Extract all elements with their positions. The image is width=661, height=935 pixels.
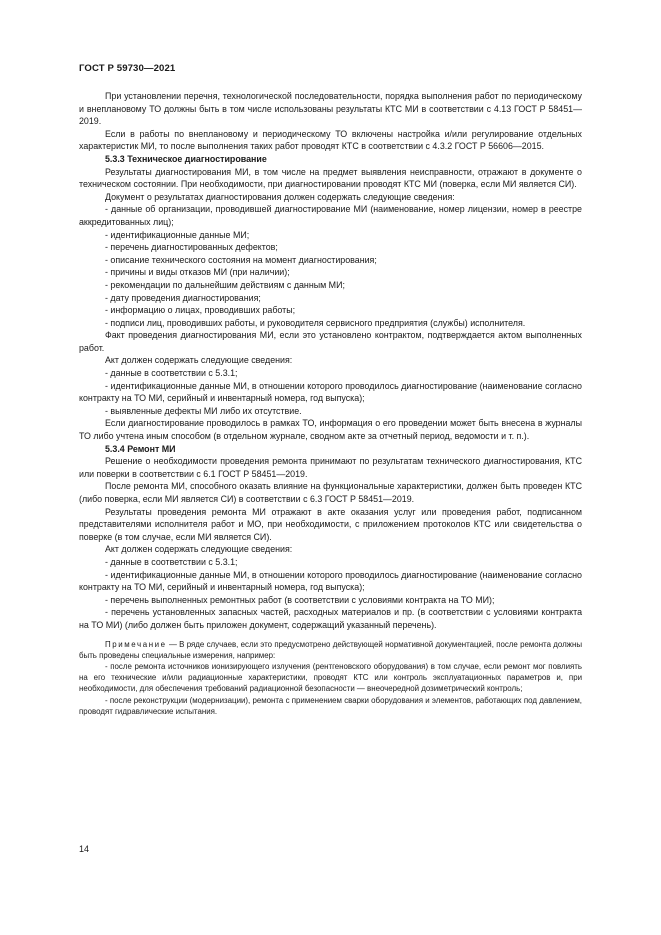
paragraph: При установлении перечня, технологической последовательности, порядка выполнения работ по периодическому и внеплановому ТО должны быть в том числе использованы результаты КТС МИ в соответствии с 4.13 ГОСТ Р 58451—2019.: [79, 91, 582, 127]
list-item: - причины и виды отказов МИ (при наличии);: [105, 267, 290, 278]
paragraph: После ремонта МИ, способного оказать влияние на функциональные характеристики, должен быть проведен КТС (либо поверка, если МИ является СИ) в соответствии с 6.3 ГОСТ Р 58451—2019.: [79, 481, 582, 504]
list-item: - выявленные дефекты МИ либо их отсутствие.: [105, 405, 302, 416]
list-item: - идентификационные данные МИ, в отношении которого проводилось диагностирование (наименование согласно контракту на ТО МИ, серийный и инвентарный номера, год выпуска);: [79, 380, 582, 404]
note-label: Примечание: [105, 639, 167, 649]
list-item: - данные об организации, проводившей диагностирование МИ (наименование, номер лицензии, номер в реестре аккредитованных лиц);: [79, 204, 582, 227]
note-list-item: - после ремонта источников ионизирующего излучения (рентгеновского оборудования) в том случае, если ремонт мог повлиять на его технические и/или радиационные характеристики, проводят КТС или контроль эксплуатационных параметров и, при необходимости, для обеспечения требований радиационной безопасности — внеочередной дозиметрический контроль;: [79, 661, 582, 694]
note-block: [79, 639, 582, 717]
list-item: - данные в соответствии с 5.3.1;: [105, 368, 238, 379]
paragraph: Факт проведения диагностирования МИ, если это установлено контрактом, подтверждается актом выполненных работ.: [79, 330, 582, 353]
paragraph: Акт должен содержать следующие сведения:: [105, 355, 293, 366]
section-heading: 5.3.4 Ремонт МИ: [105, 443, 176, 454]
paragraph: Акт должен содержать следующие сведения:: [105, 544, 293, 555]
note-paragraph: [79, 639, 582, 661]
paragraph: Если в работы по внеплановому и периодическому ТО включены настройка и/или регулирование отдельных характеристик МИ, то после выполнения таких работ проводят КТС в соответствии с 4.3.2 ГОСТ Р 56606—2015.: [79, 128, 582, 152]
list-item: - информацию о лицах, проводивших работы;: [105, 305, 296, 316]
list-item: - идентификационные данные МИ;: [105, 229, 250, 240]
list-item: - перечень установленных запасных частей, расходных материалов и пр. (в соответствии с условиями контракта на ТО МИ) (либо должен быть приложен документ, содержащий указанный перечень).: [79, 607, 582, 630]
paragraph: Результаты диагностирования МИ, в том числе на предмет выявления неисправности, отражают в документе о техническом состоянии. При необходимости, при диагностировании проводят КТС МИ (поверка, если МИ является СИ).: [79, 166, 582, 190]
section-heading: 5.3.3 Техническое диагностирование: [105, 153, 267, 164]
note-dash: —: [166, 639, 180, 649]
paragraph: Документ о результатах диагностирования должен содержать следующие сведения:: [105, 191, 455, 202]
list-item: - дату проведения диагностирования;: [105, 292, 261, 303]
paragraph: Решение о необходимости проведения ремонта принимают по результатам технического диагностирования, КТС или поверки в соответствии с 6.1 ГОСТ Р 58451—2019.: [79, 456, 582, 479]
list-item: - перечень диагностированных дефектов;: [105, 242, 278, 253]
note-list-item: - после реконструкции (модернизации), ремонта с применением сварки оборудования и элементов, работающих под давлением, проводят гидравлические испытания.: [79, 695, 582, 716]
note-text: В ряде случаев, если это предусмотрено действующей нормативной документацией, после ремонта должны быть проведены специальные измерения, например:: [79, 639, 582, 660]
document-header: ГОСТ Р 59730—2021: [79, 63, 176, 74]
list-item: - идентификационные данные МИ, в отношении которого проводилось диагностирование (наименование согласно контракту на ТО МИ, серийный и инвентарный номера, год выпуска);: [79, 569, 582, 593]
list-item: - перечень выполненных ремонтных работ (в соответствии с условиями контракта на ТО МИ);: [105, 594, 495, 605]
list-item: - рекомендации по дальнейшим действиям с данным МИ;: [105, 279, 345, 290]
page-number: 14: [79, 844, 90, 854]
paragraph: Результаты проведения ремонта МИ отражают в акте оказания услуг или проведения работ, подписанном представителями исполнителя работ и МО, при необходимости, с приложением протоколов КТС или свидетельства о поверке (в том случае, если МИ является СИ).: [79, 506, 582, 542]
list-item: - данные в соответствии с 5.3.1;: [105, 556, 238, 567]
list-item: - подписи лиц, проводивших работы, и руководителя сервисного предприятия (службы) исполнителя.: [105, 317, 526, 328]
list-item: - описание технического состояния на момент диагностирования;: [105, 254, 377, 265]
paragraph: Если диагностирование проводилось в рамках ТО, информация о его проведении может быть внесена в журналы ТО либо учтена иным способом (в отдельном журнале, сводном акте за отчетный период, ведомости и т. п.).: [79, 418, 582, 442]
document-body: [79, 90, 582, 717]
